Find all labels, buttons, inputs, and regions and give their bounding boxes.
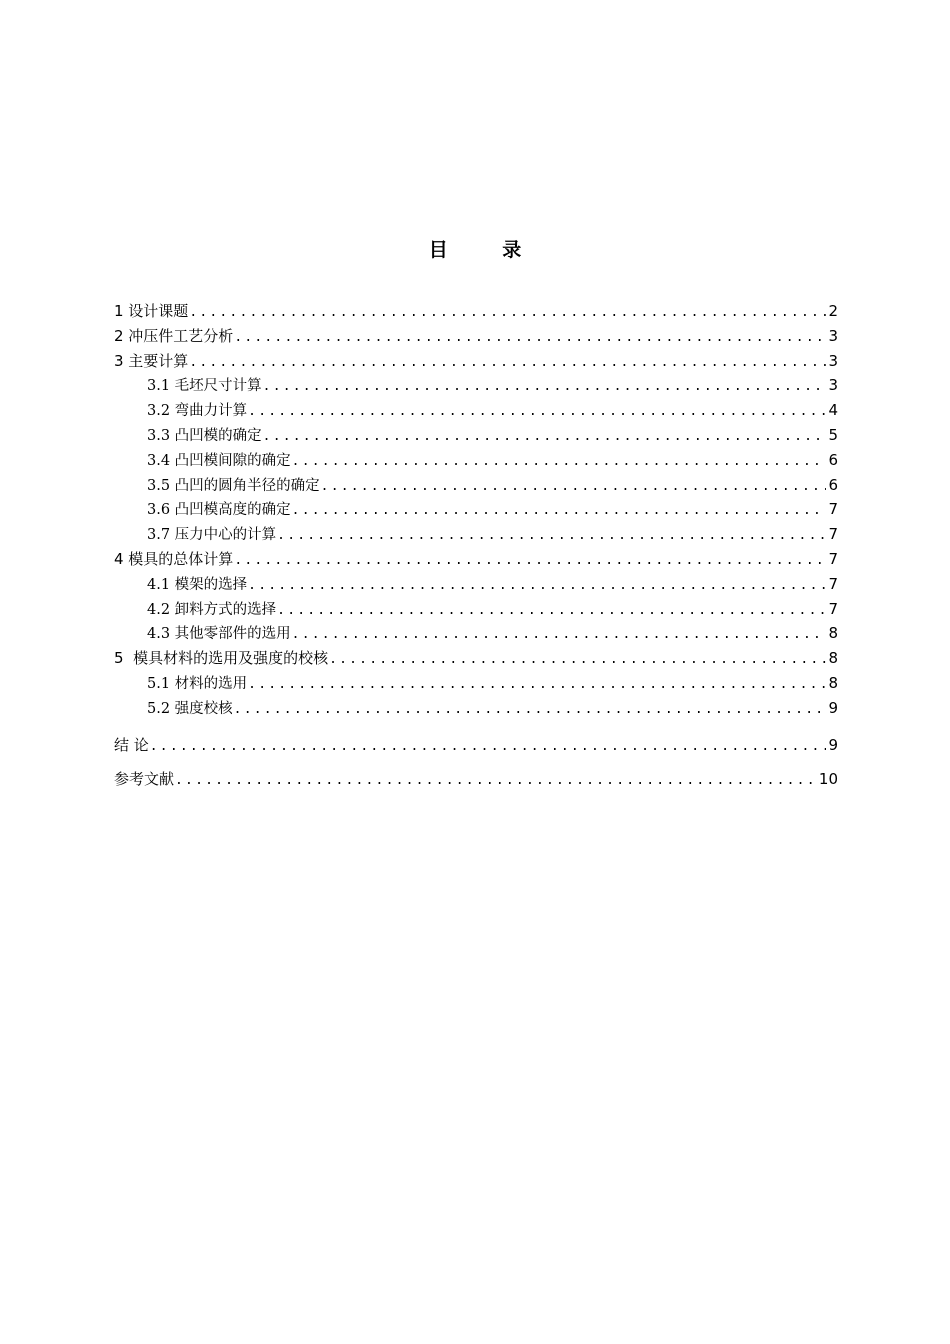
toc-entry-label: 4.3 其他零部件的选用 [147,626,291,643]
toc-entry-label: 3.1 毛坯尺寸计算 [147,378,262,395]
toc-list [114,299,838,792]
toc-entry-label: 2 冲压件工艺分析 [114,326,234,345]
toc-entry-page: 3 [828,351,838,370]
toc-entry-page: 5 [828,425,838,444]
toc-title: 目 录 [428,239,546,261]
toc-entry[interactable] [114,733,838,758]
toc-entry[interactable] [114,522,838,547]
toc-entry[interactable] [114,597,838,622]
toc-entry[interactable] [114,448,838,473]
toc-entry[interactable] [114,621,838,646]
toc-leader-dots [234,549,826,572]
toc-entry-page: 4 [828,401,838,420]
toc-leader-dots [263,375,827,398]
toc-entry-label: 4.2 卸料方式的选择 [147,601,277,618]
toc-entry[interactable] [114,423,838,448]
toc-leader-dots [277,524,826,547]
toc-entry-page: 3 [828,326,838,345]
toc-entry-page: 10 [818,770,838,789]
toc-entry-label: 4 模具的总体计算 [114,549,234,568]
toc-entry[interactable] [114,696,838,721]
toc-entry[interactable] [114,767,838,792]
toc-entry-label: 5 模具材料的选用及强度的校核 [114,649,329,668]
toc-entry-page: 7 [828,500,838,519]
toc-leader-dots [321,475,827,498]
toc-leader-dots [248,400,826,423]
toc-leader-dots [248,574,826,597]
toc-entry[interactable] [114,497,838,522]
toc-entry-page: 2 [828,302,838,320]
toc-entry[interactable] [114,473,838,498]
toc-leader-dots [189,301,826,324]
toc-entry-page: 9 [828,735,838,754]
toc-entry-page: 9 [828,698,838,717]
toc-entry-page: 8 [828,649,838,668]
toc-entry[interactable] [114,299,838,324]
toc-entry[interactable] [114,572,838,597]
toc-entry-label: 3.5 凸凹的圆角半径的确定 [147,477,320,494]
toc-entry-label: 3.7 压力中心的计算 [147,527,277,544]
toc-entry[interactable] [114,324,838,349]
toc-leader-dots [175,769,817,792]
toc-entry-page: 7 [828,599,838,618]
toc-entry-label: 3.6 凸凹模高度的确定 [147,502,291,519]
toc-entry-label: 3.2 弯曲力计算 [147,403,248,420]
toc-entry-label: 3 主要计算 [114,351,189,370]
toc-leader-dots [329,648,826,671]
toc-leader-dots [292,450,827,473]
toc-entry[interactable] [114,671,838,696]
toc-entry-page: 7 [828,525,838,544]
toc-leader-dots [234,326,826,349]
toc-entry[interactable] [114,398,838,423]
toc-entry-page: 3 [828,376,838,395]
toc-leader-dots [277,599,826,622]
toc-leader-dots [263,425,827,448]
toc-entry-label: 5.1 材料的选用 [147,675,248,692]
toc-entry[interactable] [114,646,838,671]
toc-leader-dots [189,351,826,374]
toc-entry[interactable] [114,373,838,398]
toc-entry-label: 3.3 凸凹模的确定 [147,427,262,444]
toc-entry[interactable] [114,349,838,374]
toc-entry-page: 7 [828,549,838,568]
toc-entry[interactable] [114,547,838,572]
toc-entry-label: 参考文献 [114,770,175,789]
toc-leader-dots [292,623,827,646]
toc-entry-label: 3.4 凸凹模间隙的确定 [147,452,291,469]
toc-entry-label: 1 设计课题 [114,302,189,320]
toc-entry-label: 结 论 [114,735,149,754]
toc-leader-dots [248,673,826,696]
toc-entry-label: 4.1 模架的选择 [147,576,248,593]
toc-entry-page: 6 [828,450,838,469]
toc-leader-dots [292,499,827,522]
toc-entry-page: 8 [828,624,838,643]
toc-entry-page: 7 [828,574,838,593]
toc-leader-dots [234,698,827,721]
toc-entry-page: 6 [828,475,838,494]
toc-leader-dots [150,735,827,758]
toc-entry-page: 8 [828,673,838,692]
toc-entry-label: 5.2 强度校核 [147,700,233,717]
